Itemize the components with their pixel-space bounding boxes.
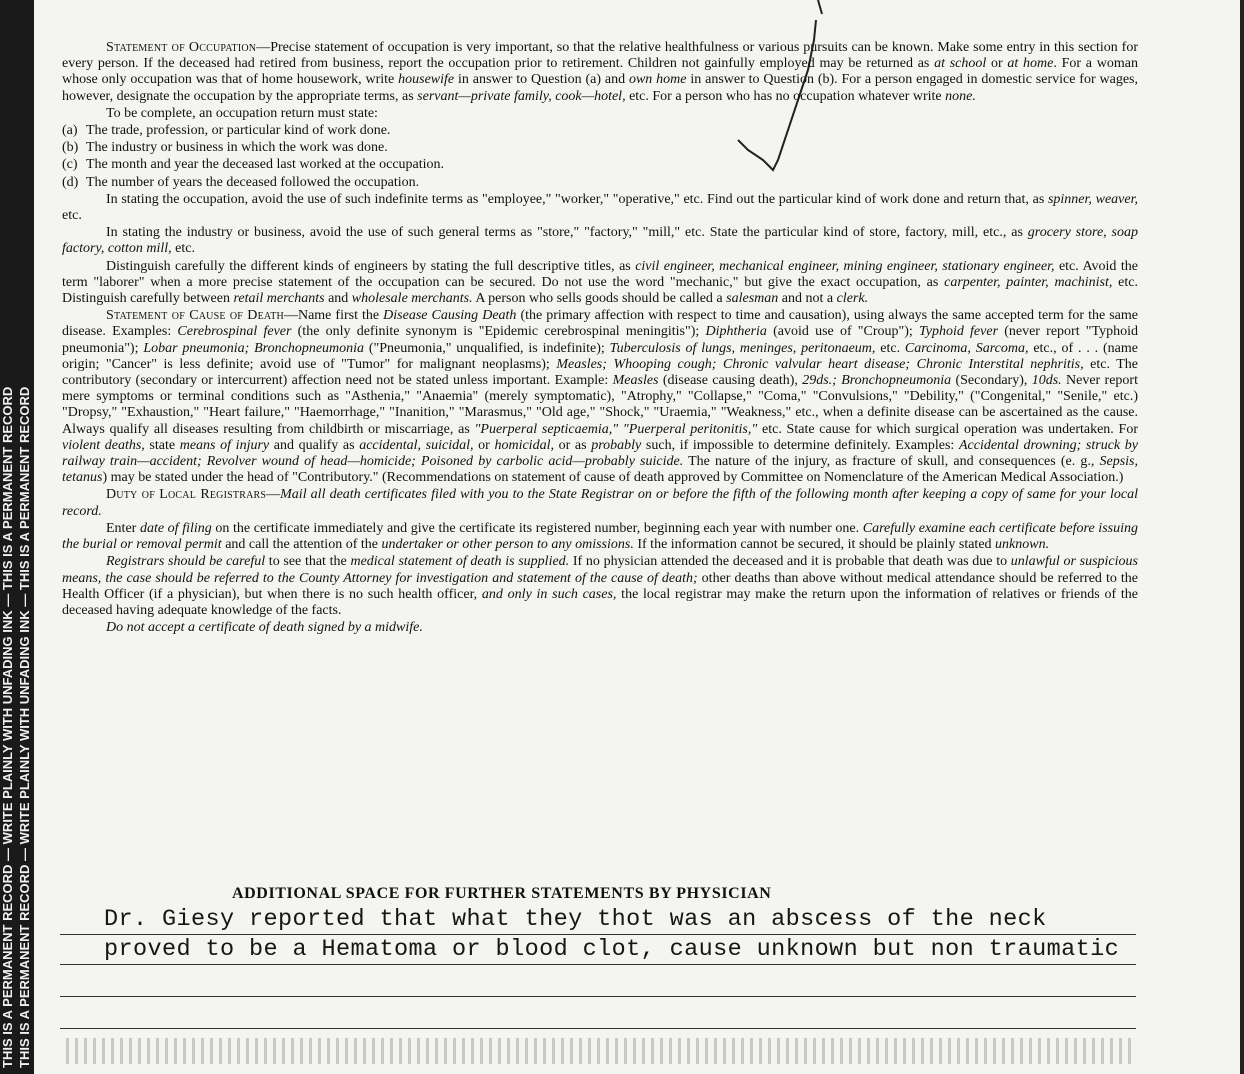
text-run: Distinguish carefully the different kinds of engineers by stating the full descriptive titles, as bbox=[106, 258, 636, 274]
text-run: 29ds.; Bronchopneumonia bbox=[802, 373, 952, 389]
list-item bbox=[62, 157, 1138, 173]
text-run: (avoid use of "Croup"); bbox=[766, 324, 919, 340]
text-run: 10ds. bbox=[1031, 373, 1062, 389]
occupation-heading: Statement of Occupation bbox=[106, 40, 257, 55]
text-run: Never report mere symptoms or terminal conditions such as "Asthenia," "Anaemia" (merely symptomatic), "Atrophy," "Collapse," "Coma," "Convulsions," "Debility," ("Congenital," "Senile," etc.) "Dropsy," "Exhaustion," "Heart failure," "Haemorrhage," "Inanition," "Marasmus," "Old age," "Shock," "Uraemia," "Weakness," etc., when a definite disease can be ascertained as the cause. Always qualify all diseases resulting from childbirth or miscarriage, as bbox=[62, 373, 1138, 437]
text-run: spinner, weaver, bbox=[1047, 191, 1138, 207]
complete-intro: To be complete, an occupation return must state: bbox=[106, 105, 378, 121]
text-run: and only in such cases, bbox=[481, 586, 617, 602]
text-run: and bbox=[324, 291, 352, 307]
list-item bbox=[62, 175, 1138, 191]
registrars-heading: Duty of Local Registrars bbox=[106, 487, 267, 503]
text-run: etc. State cause for which surgical operation was undertaken. For bbox=[757, 421, 1138, 437]
strip-line-2: THIS IS A PERMANENT RECORD — WRITE PLAINLY WITH UNFADING INK — THIS IS A PERMANENT RECORD bbox=[17, 386, 32, 1068]
text-run: If no physician attended the deceased and it is probable that death was due to bbox=[569, 554, 1011, 570]
text-run: such, if impossible to determine definitely. Examples: bbox=[641, 437, 959, 453]
text-run: etc. bbox=[62, 208, 82, 224]
text-run: servant—private family, cook—hotel, bbox=[417, 88, 626, 104]
text-run: Registrars should be careful bbox=[106, 554, 266, 570]
text-run: violent deaths, bbox=[62, 437, 145, 453]
text-run: housewife bbox=[398, 72, 455, 88]
form-rule bbox=[60, 1028, 1136, 1029]
item-key: (d) bbox=[62, 174, 79, 190]
text-run: Lobar pneumonia; Bronchopneumonia bbox=[143, 340, 365, 356]
text-run: etc. bbox=[875, 340, 905, 356]
cause-heading: Statement of Cause of Death bbox=[106, 308, 284, 324]
text-run: Tuberculosis of lungs, meninges, peritonaeum, bbox=[609, 340, 876, 356]
text-run: Sepsis, tetanus bbox=[62, 454, 1138, 486]
page-edge bbox=[1240, 0, 1244, 1074]
text-run: Carcinoma, Sarcoma, bbox=[904, 340, 1029, 356]
text-run: date of filing bbox=[139, 520, 212, 536]
text-run: Mail all death certificates filed with you to the State Registrar on or before the fifth of the following month after keeping a copy of same for your local record. bbox=[62, 487, 1139, 519]
text-run: (the primary affection with respect to time and causation), using always the same accepted term for the same disease. Examples: bbox=[62, 308, 1139, 340]
text-run: civil engineer, mechanical engineer, mining engineer, stationary engineer, bbox=[635, 258, 1055, 274]
text-run: medical statement of death is supplied. bbox=[350, 554, 570, 570]
form-rule bbox=[60, 964, 1136, 965]
text-run: clerk. bbox=[836, 291, 869, 307]
text-run: on the certificate immediately and give the certificate its registered number, beginning each year with number one. bbox=[211, 520, 863, 536]
midwife-paragraph bbox=[62, 620, 1138, 636]
text-run: . For a woman whose only occupation was that of home housework, write bbox=[62, 56, 1138, 88]
list-item bbox=[62, 123, 1138, 139]
text-run: Cerebrospinal fever bbox=[177, 324, 292, 340]
cause-of-death-paragraph bbox=[62, 308, 1138, 486]
text-run: grocery store, soap factory, cotton mill, bbox=[62, 225, 1138, 257]
text-run: Disease Causing Death bbox=[383, 308, 517, 324]
text-run: In stating the industry or business, avoid the use of such general terms as "store," "factory," "mill," etc. State the particular kind of store, factory, mill, etc., as bbox=[106, 225, 1028, 241]
text-run: (the only definite synonym is "Epidemic cerebrospinal meningitis"); bbox=[291, 324, 706, 340]
text-run: Diphtheria bbox=[705, 324, 767, 340]
text-run: probably bbox=[591, 437, 642, 453]
filing-paragraph bbox=[62, 521, 1138, 553]
text-run: or as bbox=[553, 437, 592, 453]
faded-print-area bbox=[66, 1038, 1136, 1064]
item-text: The month and year the deceased last worked at the occupation. bbox=[86, 157, 445, 173]
text-run: undertaker or other person to any omissions. bbox=[381, 537, 634, 553]
text-run: wholesale merchants. bbox=[351, 291, 473, 307]
item-key: (b) bbox=[62, 140, 79, 156]
text-run: In stating the occupation, avoid the use of such indefinite terms as "employee," "worker," "operative," etc. Find out the particular kind of work done and return that, as bbox=[106, 191, 1048, 207]
text-run: Carefully examine each certificate before issuing the burial or removal permit bbox=[62, 520, 1138, 553]
text-run: homicidal, bbox=[494, 437, 554, 453]
registrars-paragraph bbox=[62, 487, 1138, 519]
physician-statement-line-2: proved to be a Hematoma or blood clot, cause unknown but non traumatic bbox=[104, 936, 1120, 963]
text-run: If the information cannot be secured, it should be plainly stated bbox=[633, 537, 996, 553]
text-run: A person who sells goods should be called a bbox=[472, 291, 727, 307]
form-rule bbox=[60, 934, 1136, 935]
item-key: (c) bbox=[62, 157, 78, 173]
text-run: —Precise statement of occupation is very important, so that the relative healthfulness or various pursuits can be known. Make some entry in this section for every person. If the deceased had retired from business, report the occupation prior to retirement. Children not gainfully employed may be returned as bbox=[62, 40, 1139, 72]
text-run: the local registrar may make the return upon the information of relatives or friends of the deceased having adequate knowledge of the facts. bbox=[62, 586, 1138, 618]
text-run: none. bbox=[945, 88, 976, 104]
text-run: etc. For a person who has no occupation whatever write bbox=[625, 88, 946, 104]
text-run: accidental, suicidal, bbox=[359, 437, 474, 453]
item-key: (a) bbox=[62, 123, 78, 139]
text-run: retail merchants bbox=[233, 291, 325, 307]
text-run: —Name first the bbox=[283, 308, 384, 324]
text-run: Enter bbox=[106, 520, 140, 536]
text-run: Measles; Whooping cough; Chronic valvular heart disease; Chronic Interstital nephritis, bbox=[556, 356, 1084, 372]
text-run: (Secondary), bbox=[951, 373, 1032, 389]
text-run: etc. bbox=[171, 241, 195, 257]
list-item bbox=[62, 140, 1138, 156]
text-run: (never report "Typhoid pneumonia"); bbox=[62, 324, 1138, 356]
text-run: Typhoid fever bbox=[918, 324, 999, 340]
instructions-document bbox=[62, 40, 1138, 637]
text-run: etc. Distinguish carefully between bbox=[62, 274, 1138, 307]
text-run: Do not accept a certificate of death signed by a midwife. bbox=[106, 620, 423, 636]
text-run: "Puerperal septicaemia," "Puerperal peritonitis," bbox=[474, 421, 758, 437]
strip-line-1: THIS IS A PERMANENT RECORD — WRITE PLAINLY WITH UNFADING INK — THIS IS A PERMANENT RECORD bbox=[0, 386, 15, 1068]
text-run: and call the attention of the bbox=[221, 537, 382, 553]
text-run: and qualify as bbox=[269, 437, 360, 453]
text-run: — bbox=[266, 487, 281, 503]
text-run: own home bbox=[628, 72, 687, 88]
text-run: unknown. bbox=[995, 537, 1050, 553]
text-run: in answer to Question (a) and bbox=[454, 72, 629, 88]
form-rule bbox=[60, 996, 1136, 997]
text-run: and not a bbox=[778, 291, 837, 307]
item-text: The trade, profession, or particular kind of work done. bbox=[86, 123, 391, 139]
permanent-record-strip bbox=[0, 0, 34, 1074]
text-run: to see that the bbox=[265, 554, 351, 570]
text-run: or bbox=[986, 56, 1008, 72]
text-run: other deaths than above without medical attendance should be referred to the Health Officer (if a physician), but when there is no such health officer, bbox=[62, 570, 1138, 602]
text-run: etc. Avoid the term "laborer" when a more precise statement of the occupation can be secured. Do not use the word "mechanic," but give the exact occupation, as bbox=[62, 258, 1138, 290]
industry-paragraph bbox=[62, 225, 1138, 257]
text-run: state bbox=[144, 437, 180, 453]
engineers-paragraph bbox=[62, 259, 1138, 308]
additional-space-title: ADDITIONAL SPACE FOR FURTHER STATEMENTS BY PHYSICIAN bbox=[232, 885, 772, 902]
text-run: unlawful or suspicious means, the case should be referred to the County Attorney for investigation and statement of the cause of death; bbox=[62, 554, 1138, 586]
occupation-paragraph bbox=[62, 40, 1138, 105]
text-run: in answer to Question (b). For a person engaged in domestic service for wages, however, designate the occupation by the appropriate terms, as bbox=[62, 72, 1138, 104]
text-run: at home bbox=[1007, 56, 1054, 72]
text-run: ("Pneumonia," unqualified, is indefinite); bbox=[364, 340, 610, 356]
text-run: salesman bbox=[726, 291, 779, 307]
text-run: etc. The contributory (secondary or intercurrent) affection need not be stated unless important. Example: bbox=[62, 356, 1138, 389]
text-run: Measles bbox=[612, 373, 659, 389]
item-text: The number of years the deceased followed the occupation. bbox=[86, 174, 420, 190]
text-run: The nature of the injury, as fracture of skull, and consequences (e. g., bbox=[683, 454, 1100, 470]
text-run: means of injury bbox=[179, 437, 270, 453]
text-run: or bbox=[473, 437, 495, 453]
text-run: carpenter, painter, machinist, bbox=[944, 274, 1113, 290]
text-run: at school bbox=[934, 56, 987, 72]
text-run: ) may be stated under the head of "Contributory." (Recommendations on statement of cause of death approved by Committee on Nomenclature of the American Medical Association.) bbox=[102, 470, 1124, 486]
text-run: (disease causing death), bbox=[658, 373, 803, 389]
medical-statement-paragraph bbox=[62, 554, 1138, 619]
occupation-indefinite-paragraph bbox=[62, 192, 1138, 224]
physician-statement-line-1: Dr. Giesy reported that what they thot was an abscess of the neck bbox=[104, 906, 1047, 933]
text-run: Accidental drowning; struck by railway train—accident; Revolver wound of head—homicide; Poisoned by carbolic acid—probably suicide. bbox=[62, 437, 1138, 470]
text-run: etc., of . . . (name origin; "Cancer" is less definite; avoid use of "Tumor" for malignant neoplasms); bbox=[62, 340, 1138, 372]
item-text: The industry or business in which the work was done. bbox=[86, 140, 388, 156]
